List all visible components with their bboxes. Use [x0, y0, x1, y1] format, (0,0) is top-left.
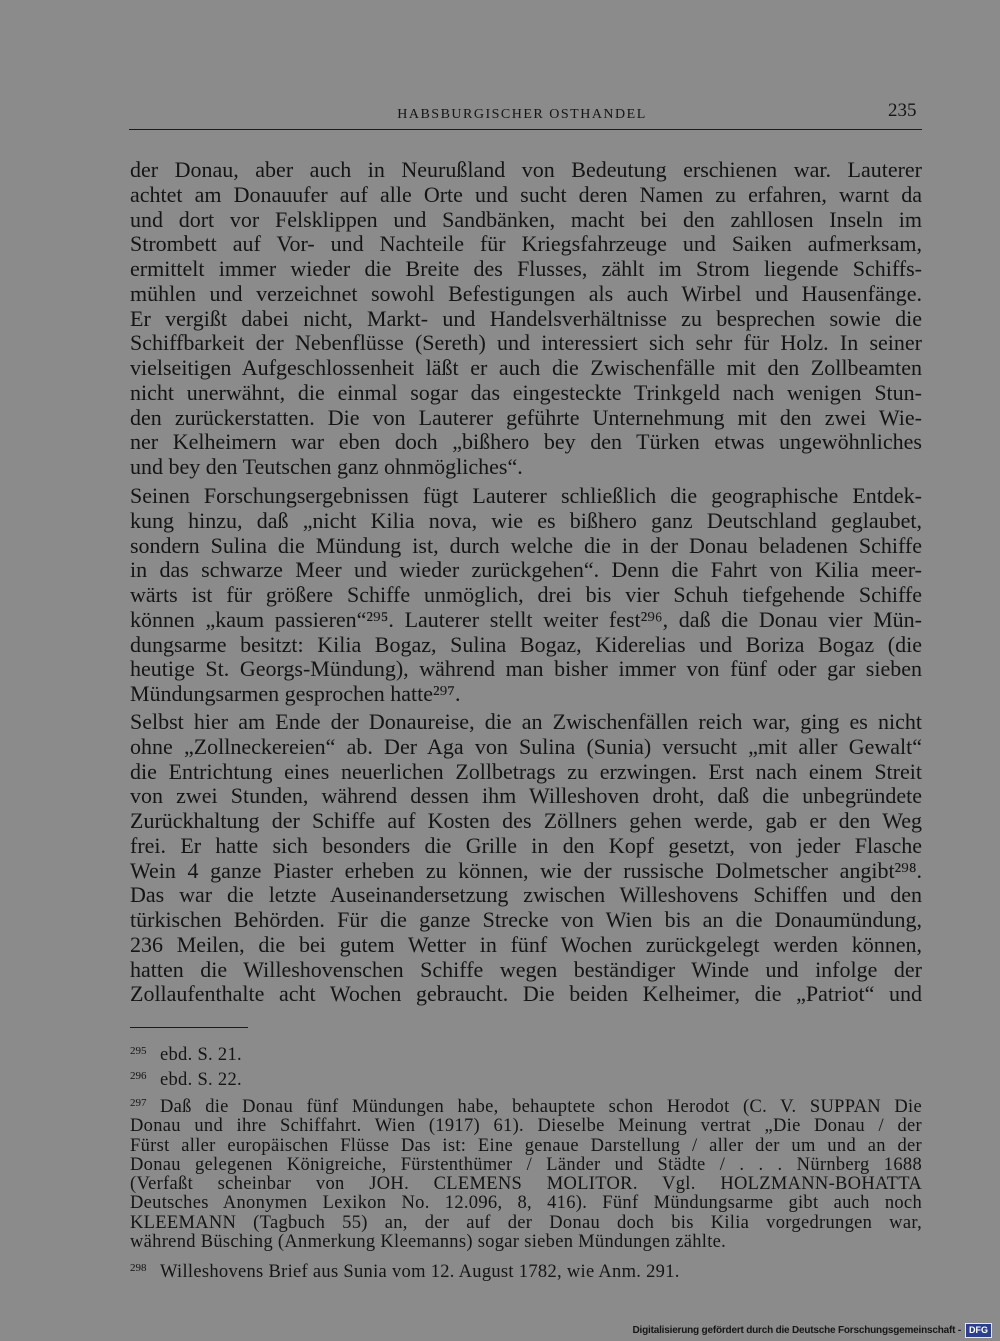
text-line: Er vergißt dabei nicht, Markt- und Handelsverhältnisse zu besprechen sowie die: [130, 305, 922, 331]
footnote-text: ebd. S. 22.: [160, 1070, 242, 1090]
digitization-credit: [633, 1323, 992, 1338]
footnote-text: Daß die Donau fünf Mündungen habe, behauptete schon Herodot (C. V. SUPPAN Die: [160, 1097, 922, 1117]
footnote-number: 297: [130, 1097, 147, 1109]
paragraph-2: [130, 484, 922, 707]
footnote-297: [130, 1098, 922, 1252]
footnote-line: Fürst aller europäischen Flüsse Das ist: Eine genaue Darstellung / aller der um und an der: [130, 1135, 922, 1156]
text-line: kung hinzu, daß „nicht Kilia nova, wie es bißhero ganz Deutschland geglaubet,: [130, 507, 922, 533]
text-line: ermittelt immer wieder die Breite des Flusses, zählt im Strom liegende Schiffs-: [130, 256, 922, 281]
running-head: HABSBURGISCHER OSTHANDEL: [397, 107, 647, 122]
text-line: hatten die Willeshovenschen Schiffe wegen beständiger Winde und infolge der: [130, 956, 922, 982]
footnote-line: [130, 1098, 922, 1117]
text-line: ner Kelheimern war eben doch „bißhero bey den Türken etwas ungewöhnliches: [130, 429, 922, 455]
footnote-296: [130, 1071, 922, 1090]
text-line: türkischen Behörden. Für die ganze Strecke von Wien bis an die Donaumündung,: [130, 907, 922, 932]
text-line: Mündungsarmen gesprochen hatte²⁹⁷.: [130, 681, 461, 706]
footnote-number: 295: [130, 1045, 147, 1057]
paragraph-3: [130, 710, 922, 1007]
text-line: Selbst hier am Ende der Donaureise, die an Zwischenfällen reich war, ging es nicht: [130, 709, 922, 734]
text-line: frei. Er hatte sich besonders die Grille in den Kopf gesetzt, von jeder Flasche: [130, 832, 922, 858]
text-line: Zollaufenthalte acht Wochen gebraucht. Die beiden Kelheimer, die „Patriot“ und: [130, 981, 922, 1007]
text-line: vielseitigen Aufgeschlossenheit läßt er auch die Zwischenfälle mit den Zollbeamten: [130, 355, 922, 380]
text-line: Zurückhaltung der Schiffe auf Kosten des Zöllners gehen werde, gab er den Weg: [130, 808, 922, 833]
page-number: 235: [888, 100, 917, 121]
credit-text: Digitalisierung gefördert durch die Deutsche Forschungsgemeinschaft -: [632, 1325, 961, 1336]
text-line: mühlen und verzeichnet sowohl Befestigungen als auch Wirbel und Hausenfänge.: [130, 280, 922, 306]
footnote-number: 298: [130, 1262, 147, 1274]
text-line: heutige St. Georgs-Mündung), während man bisher immer von fünf oder gar sieben: [130, 656, 922, 682]
footnote-298: [130, 1263, 922, 1282]
footnote-line: [130, 1046, 922, 1065]
text-line: Strombett auf Vor- und Nachteile für Kriegsfahrzeuge und Saiken aufmerksam,: [130, 231, 922, 257]
footnote-text: Willeshovens Brief aus Sunia vom 12. August 1782, wie Anm. 291.: [160, 1262, 680, 1282]
text-line: Schiffbarkeit der Nebenflüsse (Sereth) und interessiert sich sehr für Holz. In seiner: [130, 330, 922, 356]
text-line: der Donau, aber auch in Neurußland von Bedeutung erschienen war. Lauterer: [130, 157, 922, 182]
text-line: Das war die letzte Auseinandersetzung zwischen Willeshovens Schiffen und den: [130, 882, 922, 908]
text-line: Seinen Forschungsergebnissen fügt Lauterer schließlich die geographische Entdek-: [130, 483, 922, 508]
footnote-rule: [130, 1027, 248, 1028]
text-line: nicht unerwähnt, die einmal sogar das eingesteckte Trinkgeld nach wenigen Stun-: [130, 379, 922, 405]
footnote-number: 296: [130, 1070, 147, 1082]
text-line: die Entrichtung eines neuerlichen Zollbetrags zu erzwingen. Erst nach einem Streit: [130, 758, 922, 784]
text-line: von zwei Stunden, während dessen ihm Willeshoven droht, daß die unbegründete: [130, 783, 922, 809]
text-line: in das schwarze Meer und wieder zurückgehen“. Denn die Fahrt von Kilia meer-: [130, 557, 922, 583]
text-line: wärts ist für größere Schiffe unmöglich, drei bis vier Schuh tiefgehende Schiffe: [130, 582, 922, 607]
text-line: Wein 4 ganze Piaster erheben zu können, wie der russische Dolmetscher angibt²⁹⁸.: [130, 857, 922, 883]
text-line: sondern Sulina die Mündung ist, durch welche die in der Donau beladenen Schiffe: [130, 532, 922, 558]
text-line: können „kaum passieren“²⁹⁵. Lauterer stellt weiter fest²⁹⁶, daß die Donau vier Mün-: [130, 606, 922, 632]
footnote-line: [130, 1071, 922, 1090]
footnote-line: [130, 1263, 922, 1282]
footnote-line: Donau gelegenen Königreiche, Fürstenthümer / Länder und Städte / . . . Nürnberg 1688: [130, 1154, 922, 1175]
footnote-line: (Verfaßt scheinbar von JOH. CLEMENS MOLITOR. Vgl. HOLZMANN-BOHATTA: [130, 1174, 922, 1195]
text-line: achtet am Donauufer auf alle Orte und sucht deren Namen zu erfahren, warnt da: [130, 181, 922, 207]
header-rule: [129, 129, 922, 130]
text-line: 236 Meilen, die bei gutem Wetter in fünf Wochen zurückgelegt werden können,: [130, 931, 922, 957]
footnote-line: Deutsches Anonymen Lexikon No. 12.096, 8, 416). Fünf Mündungsarme gibt auch noch: [130, 1193, 922, 1214]
footnote-line: während Büsching (Anmerkung Kleemanns) sogar sieben Mündungen zählte.: [130, 1232, 727, 1253]
footnote-line: Donau und ihre Schiffahrt. Wien (1917) 61). Dieselbe Meinung vertrat „Die Donau / der: [130, 1116, 922, 1137]
text-line: ohne „Zollneckereien“ ab. Der Aga von Sulina (Sunia) versucht „mit aller Gewalt“: [130, 733, 922, 759]
text-line: dungsarme besitzt: Kilia Bogaz, Sulina Bogaz, Kiderelias und Boriza Bogaz (die: [130, 631, 922, 657]
text-line: und dort vor Felsklippen und Sandbänken, macht bei den zahllosen Inseln im: [130, 206, 922, 232]
footnote-text: ebd. S. 21.: [160, 1045, 242, 1065]
dfg-logo: DFG: [965, 1323, 992, 1338]
text-line: und bey den Teutschen ganz ohnmögliches“.: [130, 454, 523, 479]
paragraph-1: [130, 158, 922, 480]
footnote-295: [130, 1046, 922, 1065]
text-line: den zurückerstatten. Die von Lauterer geführte Unternehmung mit den zwei Wie-: [130, 404, 922, 430]
footnote-line: KLEEMANN (Tagbuch 55) an, der auf der Donau doch bis Kilia vorgedrungen war,: [130, 1212, 922, 1233]
